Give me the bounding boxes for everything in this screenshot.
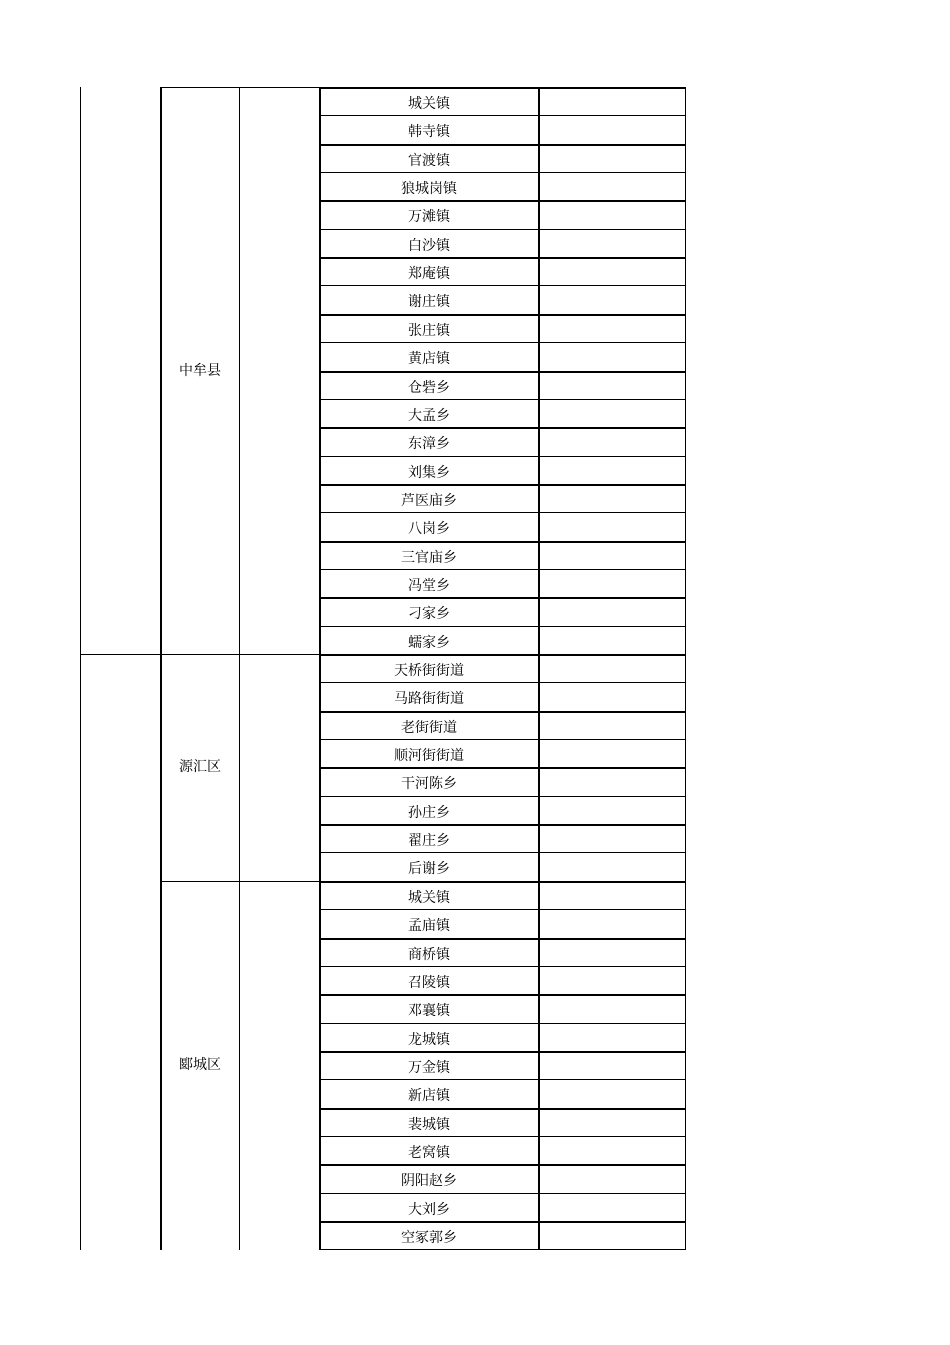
town-cell: 白沙镇 xyxy=(408,237,450,254)
county-label: 郾城区 xyxy=(179,1057,221,1074)
town-cell: 孟庙镇 xyxy=(408,918,450,935)
row-border xyxy=(319,484,686,486)
town-cell: 蠕家乡 xyxy=(408,634,450,651)
town-cell: 万金镇 xyxy=(408,1059,450,1076)
row-border xyxy=(319,824,686,826)
row-border xyxy=(319,767,686,769)
town-cell: 三官庙乡 xyxy=(401,549,457,566)
row-border xyxy=(319,200,686,202)
row-border xyxy=(319,314,686,316)
row-border xyxy=(319,1136,686,1137)
row-border xyxy=(319,144,686,146)
row-border xyxy=(319,739,686,740)
town-cell: 召陵镇 xyxy=(408,974,450,991)
town-cell: 邓襄镇 xyxy=(408,1003,450,1020)
town-cell: 芦医庙乡 xyxy=(401,492,457,509)
town-cell: 空冢郭乡 xyxy=(401,1230,457,1246)
town-cell: 商桥镇 xyxy=(408,946,450,963)
row-border xyxy=(319,371,686,373)
town-cell: 孙庄乡 xyxy=(408,804,450,821)
town-cell: 大刘乡 xyxy=(408,1201,450,1218)
town-cell: 刘集乡 xyxy=(408,464,450,481)
section-border xyxy=(80,654,160,655)
row-border xyxy=(319,427,686,429)
town-cell: 阴阳赵乡 xyxy=(401,1173,457,1190)
row-border xyxy=(319,966,686,967)
row-border xyxy=(319,1221,686,1223)
town-cell: 老窝镇 xyxy=(408,1144,450,1161)
town-cell: 谢庄镇 xyxy=(408,294,450,311)
town-cell: 仓砦乡 xyxy=(408,379,450,396)
town-cell: 干河陈乡 xyxy=(401,776,457,793)
town-cell: 裴城镇 xyxy=(408,1116,450,1133)
town-cell: 翟庄乡 xyxy=(408,833,450,850)
row-border xyxy=(319,569,686,570)
town-cell: 城关镇 xyxy=(408,96,450,112)
column-border-e xyxy=(538,87,540,1250)
row-border xyxy=(319,1051,686,1053)
row-border xyxy=(319,541,686,543)
town-cell: 马路街街道 xyxy=(394,691,464,708)
row-border xyxy=(319,115,686,116)
town-cell: 八岗乡 xyxy=(408,521,450,538)
row-border xyxy=(319,597,686,599)
row-border xyxy=(319,399,686,400)
row-border xyxy=(319,1079,686,1080)
row-border xyxy=(319,1193,686,1194)
town-cell: 新店镇 xyxy=(408,1088,450,1105)
town-cell: 官渡镇 xyxy=(408,152,450,169)
row-border xyxy=(319,342,686,343)
row-border xyxy=(319,881,686,883)
town-cell: 万滩镇 xyxy=(408,209,450,226)
town-cell: 后谢乡 xyxy=(408,861,450,878)
town-cell: 东漳乡 xyxy=(408,436,450,453)
column-border-d xyxy=(319,87,321,1250)
row-border xyxy=(319,172,686,173)
town-cell: 龙城镇 xyxy=(408,1031,450,1048)
row-border xyxy=(319,711,686,713)
column-border-f xyxy=(685,87,686,1250)
row-border xyxy=(319,852,686,853)
row-border xyxy=(319,682,686,683)
town-cell: 冯堂乡 xyxy=(408,577,450,594)
county-label: 源汇区 xyxy=(179,759,221,776)
column-border-c xyxy=(239,87,240,1250)
row-border xyxy=(319,87,686,89)
row-border xyxy=(319,994,686,996)
row-border xyxy=(319,1249,686,1250)
town-cell: 老街街道 xyxy=(401,719,457,736)
column-border-a xyxy=(80,87,81,1250)
row-border xyxy=(319,456,686,457)
row-border xyxy=(319,1023,686,1024)
column-border-b xyxy=(160,87,162,1250)
row-border xyxy=(319,1108,686,1110)
town-cell: 韩寺镇 xyxy=(408,124,450,141)
town-cell: 张庄镇 xyxy=(408,322,450,339)
row-border xyxy=(319,626,686,627)
town-cell: 刁家乡 xyxy=(408,606,450,623)
row-border xyxy=(319,257,686,259)
row-border xyxy=(319,229,686,230)
row-border xyxy=(319,512,686,513)
town-cell: 天桥街街道 xyxy=(394,663,464,679)
town-cell: 顺河街街道 xyxy=(394,748,464,765)
row-border xyxy=(319,654,686,656)
town-cell: 狼城岗镇 xyxy=(401,181,457,198)
town-cell: 城关镇 xyxy=(408,889,450,906)
row-border xyxy=(319,938,686,940)
row-border xyxy=(319,285,686,286)
row-border xyxy=(319,796,686,797)
town-cell: 黄店镇 xyxy=(408,351,450,368)
county-label: 中牟县 xyxy=(179,362,221,379)
row-border xyxy=(319,909,686,910)
row-border xyxy=(319,1164,686,1166)
town-cell: 郑庵镇 xyxy=(408,266,450,283)
town-cell: 大孟乡 xyxy=(408,407,450,424)
